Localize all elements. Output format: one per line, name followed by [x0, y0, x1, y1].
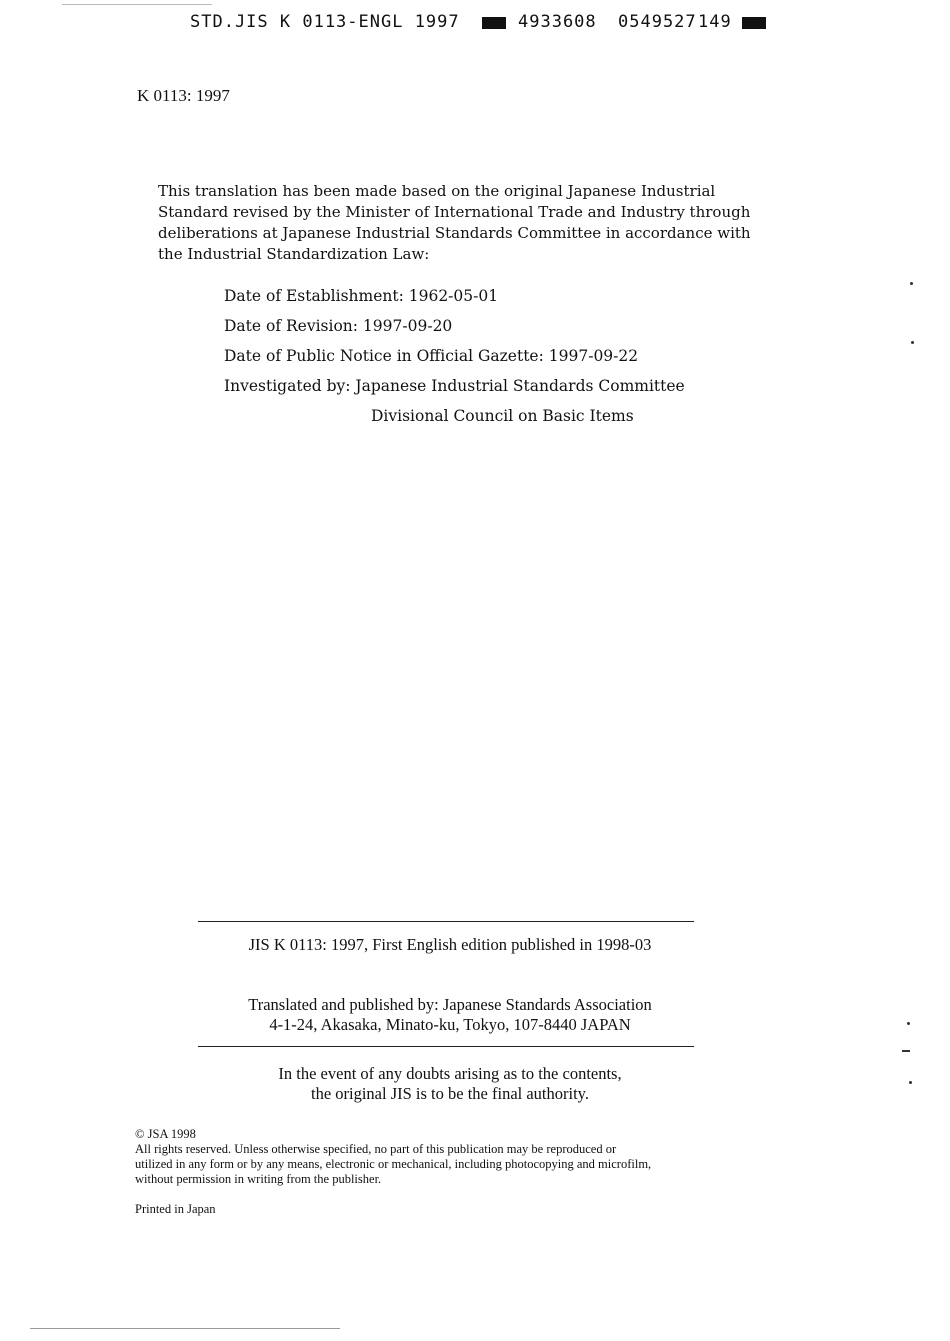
publisher-block: [150, 995, 750, 1035]
scan-speck: [911, 341, 914, 344]
investigated-by-continued: Divisional Council on Basic Items: [371, 407, 634, 425]
scan-speck: [907, 1022, 910, 1025]
intro-paragraph: This translation has been made based on the original Japanese Industrial Standard revised by the Minister of International Trade and Industry through deliberations at Japanese Industrial Standards Committee in accordance with the Industrial Standardization Law:: [158, 182, 751, 263]
dates-block: [224, 284, 784, 434]
barcode-block-icon: [742, 17, 766, 29]
barcode-block-icon: [482, 17, 506, 29]
authority-note: [150, 1064, 750, 1104]
copyright-notice: © JSA 1998: [135, 1127, 196, 1141]
edition-note: JIS K 0113: 1997, First English edition published in 1998-03: [248, 935, 652, 954]
authority-line-1: In the event of any doubts arising as to the contents,: [278, 1064, 622, 1083]
standard-code: STD.JIS K 0113-ENGL 1997: [190, 12, 460, 32]
rights-line-3: without permission in writing from the publisher.: [135, 1172, 382, 1186]
scan-speck: [910, 282, 913, 285]
scan-artifact-line: [30, 1328, 340, 1329]
rights-line-2: utilized in any form or by any means, electronic or mechanical, including photocopying and microfilm,: [135, 1157, 652, 1171]
public-notice-date: Date of Public Notice in Official Gazette: 1997-09-22: [224, 347, 639, 365]
authority-line-2: the original JIS is to be the final authority.: [310, 1084, 589, 1103]
catalog-number-1: 4933608: [518, 12, 597, 32]
copyright-block: [135, 1127, 775, 1187]
divider-top: [198, 921, 694, 922]
document-header-code: [190, 12, 770, 36]
document-id: K 0113: 1997: [137, 86, 230, 105]
rights-line-1: All rights reserved. Unless otherwise specified, no part of this publication may be reproduced or: [135, 1142, 617, 1156]
divider-bottom: [198, 1046, 694, 1047]
catalog-number-3: 149: [698, 12, 732, 32]
revision-date: Date of Revision: 1997-09-20: [224, 317, 453, 335]
printed-in: Printed in Japan: [135, 1202, 216, 1216]
publisher-line: Translated and published by: Japanese Standards Association: [248, 995, 652, 1014]
scan-speck: [902, 1050, 910, 1052]
catalog-number-2: 0549527: [618, 12, 697, 32]
establishment-date: Date of Establishment: 1962-05-01: [224, 287, 499, 305]
investigated-by: Investigated by: Japanese Industrial Standards Committee: [224, 377, 685, 395]
scan-speck: [909, 1081, 912, 1084]
publisher-address: 4-1-24, Akasaka, Minato-ku, Tokyo, 107-8440 JAPAN: [269, 1015, 631, 1034]
scan-artifact-line: [62, 4, 212, 5]
